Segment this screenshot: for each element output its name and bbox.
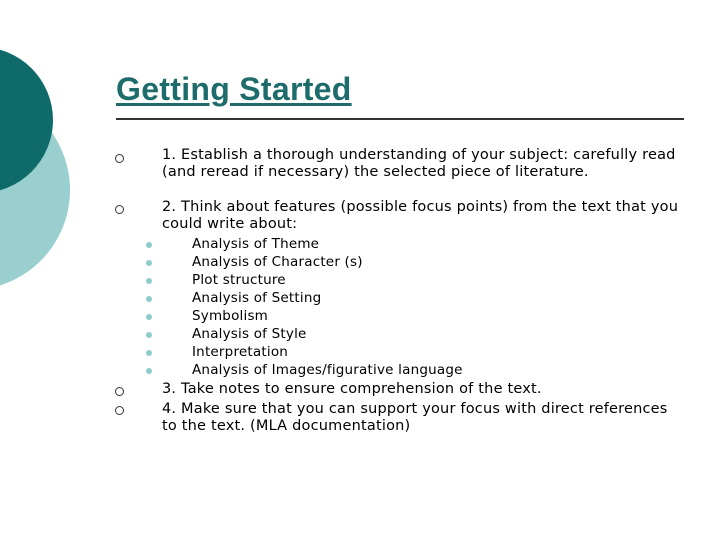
point-2: 2. Think about features (possible focus points) from the text that you could write about: <box>162 199 679 232</box>
sub-bullet-icon <box>146 242 152 248</box>
sub-bullet-icon <box>146 260 152 266</box>
sub-bullet-icon <box>146 314 152 320</box>
feature-item: Plot structure <box>192 272 286 288</box>
point-3: 3. Take notes to ensure comprehension of the text. <box>162 381 542 397</box>
feature-item: Analysis of Images/figurative language <box>192 362 463 378</box>
sub-bullet-icon <box>146 368 152 374</box>
feature-item: Analysis of Setting <box>192 290 322 306</box>
bullet-circle-icon <box>115 406 124 415</box>
feature-item: Analysis of Theme <box>192 236 320 252</box>
title-divider <box>116 118 684 120</box>
bullet-circle-icon <box>115 154 124 163</box>
slide-title: Getting Started <box>116 71 352 107</box>
decorative-circles <box>0 0 80 300</box>
feature-item: Analysis of Style <box>192 326 307 342</box>
bullet-circle-icon <box>115 387 124 396</box>
feature-item: Analysis of Character (s) <box>192 254 363 270</box>
feature-item: Interpretation <box>192 344 289 360</box>
sub-bullet-icon <box>146 332 152 338</box>
bullet-circle-icon <box>115 205 124 214</box>
sub-bullet-icon <box>146 296 152 302</box>
sub-bullet-icon <box>146 350 152 356</box>
point-4: 4. Make sure that you can support your focus with direct references to the text. (MLA documentation) <box>162 401 668 434</box>
point-1: 1. Establish a thorough understanding of your subject: carefully read (and reread if necessary) the selected piece of literature. <box>162 147 676 180</box>
sub-bullet-icon <box>146 278 152 284</box>
feature-item: Symbolism <box>192 308 269 324</box>
